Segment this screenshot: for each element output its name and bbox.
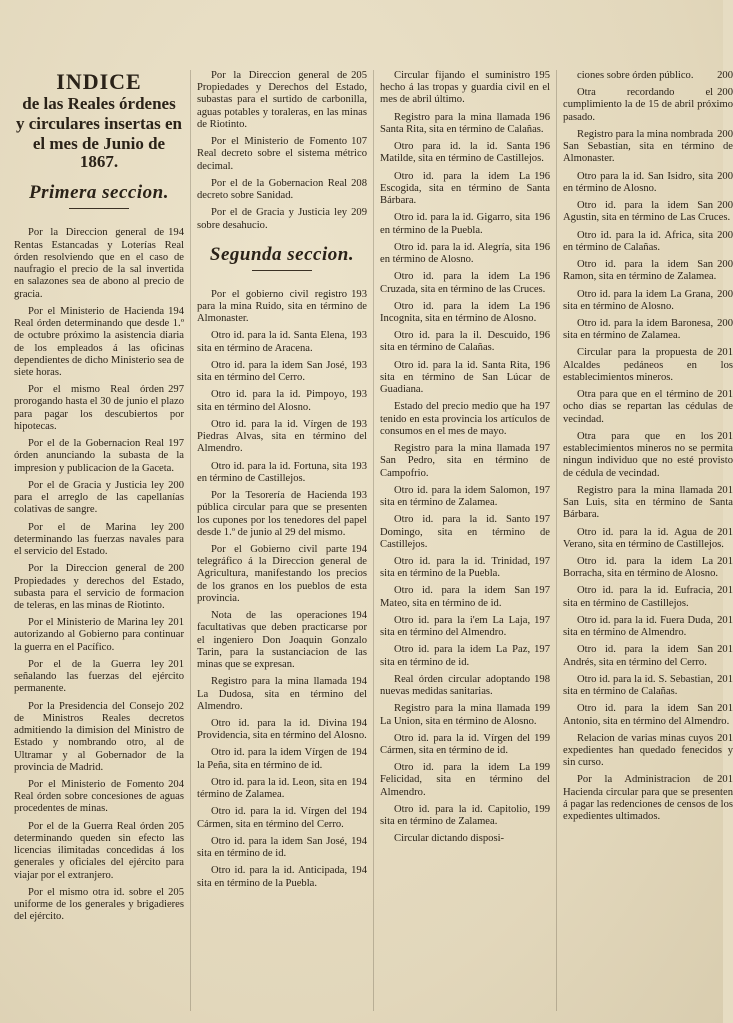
index-entry	[197, 610, 367, 671]
entry-text: Otro id. para la id. Pimpoyo, sita en término del Alosno.	[197, 389, 348, 413]
index-entry	[197, 389, 367, 413]
index-entry	[197, 360, 367, 384]
column-4	[556, 70, 733, 1011]
index-entry	[380, 703, 550, 727]
entry-text: Por la Direccion general de Rentas Estancadas y Loterías Real órden resolviendo que en el caso de naufragio el precio de la sal invertida en salazones sea de abono al precio de gracia.	[14, 227, 184, 300]
index-entry	[563, 431, 733, 480]
entry-text: Por la Tesorería de Hacienda pública circular para que se presenten los cupones por los tenedores del papel desde 1.º de junio al 29 del mismo.	[197, 490, 367, 538]
entry-text: Otro id. para la id. Eufracia, sita en término de Castillejos.	[563, 585, 714, 609]
page-number: 205	[168, 820, 184, 832]
page-number: 197	[534, 614, 550, 626]
page-number: 201	[717, 614, 733, 626]
page-number: 209	[351, 207, 367, 219]
index-subtitle-2: y circulares insertas en	[15, 113, 183, 133]
page-number: 200	[717, 259, 733, 271]
entry-text: Otro id. para la idem La Borracha, sita en término de Alosno.	[563, 555, 719, 580]
entry-text: Otro id. para la i'em La Laja, sita en término del Almendro.	[380, 614, 531, 639]
index-entry	[380, 585, 550, 609]
index-entry	[197, 461, 367, 485]
index-entry	[563, 774, 733, 823]
entry-text: Otro id. para la id. Santa Elena, sita en término de Aracena.	[197, 330, 348, 354]
page-number: 198	[534, 673, 550, 685]
page-number: 201	[717, 484, 733, 496]
index-entry	[14, 563, 184, 612]
page-number: 201	[717, 644, 733, 656]
page-number: 197	[534, 555, 550, 567]
page-number: 200	[717, 317, 733, 329]
index-entry	[197, 136, 367, 173]
index-entry	[380, 330, 550, 354]
index-entry	[197, 207, 367, 231]
page-number: 201	[717, 774, 733, 786]
page-number: 197	[534, 585, 550, 597]
index-entry	[380, 733, 550, 757]
entry-text: Por el Ministerio de Hacienda Real órden determinando que desde 1.º de octubre próximo la asistencia diaria de los empleados á las oficinas dependientes de dicho Ministerio sea de siete horas.	[14, 305, 184, 378]
index-entry	[563, 485, 733, 522]
entry-text: Otro id. para la idem La Incognita, sita en término de Alosno.	[380, 300, 537, 324]
index-subtitle-3: el mes de Junio de 1867.	[32, 133, 166, 171]
entry-text: Otro id. para la idem La Felicidad, sita en término del Almendro.	[380, 762, 550, 798]
entry-text: Por el Ministerio de Fomento Real órden sobre concesiones de aguas procedentes de minas.	[14, 779, 184, 815]
page-number: 199	[534, 732, 550, 744]
entry-text: Otro id. para la id. Anticipada, sita en término de la Puebla.	[197, 865, 348, 889]
entry-list-col4	[563, 70, 733, 823]
page-number: 202	[168, 700, 184, 712]
index-entry	[197, 836, 367, 860]
page-number: 196	[534, 300, 550, 312]
index-entry	[380, 141, 550, 165]
index-entry	[380, 833, 550, 845]
page-number: 201	[717, 703, 733, 715]
entry-text: Otro id. para la id. Vírgen del Cármen, sita en término del Cerro.	[197, 806, 348, 830]
entry-text: Otro id. para la idem La Cruzada, sita en término de las Cruces.	[380, 271, 546, 295]
entry-text: Otra para que en el término de ocho dias se repartan las cédulas de vecindad.	[563, 389, 733, 425]
page-number: 197	[534, 484, 550, 496]
page-number: 200	[717, 288, 733, 300]
page-number: 196	[534, 212, 550, 224]
index-entry	[197, 419, 367, 456]
entry-text: Circular dictando disposi-	[394, 833, 505, 845]
index-entry	[380, 212, 550, 236]
entry-text: Por el de Gracia y Justicia ley sobre desahucio.	[197, 207, 348, 231]
entry-text: Por el mismo Real órden prorogando hasta el 30 de junio el plazo para pagar los descubiertos por hipotecas.	[14, 384, 184, 432]
entry-text: Otro id. para la idem La Grana, sita en término de Alosno.	[563, 288, 714, 312]
entry-text: Otro id. para la id. Vírgen del Cármen, sita en término de id.	[380, 732, 531, 757]
index-entry	[380, 615, 550, 639]
page-number: 194	[168, 305, 184, 317]
index-entry	[197, 289, 367, 326]
page-number: 194	[351, 865, 367, 877]
index-entry	[563, 585, 733, 609]
index-entry	[563, 129, 733, 166]
index-entry	[563, 527, 733, 551]
entry-text: Otro id. para la id. Santo Domingo, sita en término de Castillejos.	[380, 514, 550, 550]
page-number: 204	[168, 779, 184, 791]
entry-text: Otro id. para la id. Fortuna, sita en término de Castillejos.	[197, 460, 348, 484]
index-entry	[14, 821, 184, 882]
page-number: 200	[717, 87, 733, 99]
entry-text: Por el gobierno civil registro para la mina Ruido, sita en término de Almonaster.	[197, 288, 367, 325]
page-number: 297	[168, 384, 184, 396]
index-entry	[563, 318, 733, 342]
index-entry	[14, 887, 184, 924]
index-title: INDICE	[56, 69, 142, 94]
page-number: 194	[351, 543, 367, 555]
entry-text: Por el de la Guerra ley señalando las fuerzas del ejército permanente.	[14, 658, 184, 695]
entry-text: Registro para la mina llamada San Luis, sita en término de Santa Bárbara.	[563, 484, 733, 521]
page-number: 196	[534, 111, 550, 123]
page-number: 201	[717, 585, 733, 597]
page-number: 193	[351, 418, 367, 430]
entry-text: Otro id. para la idem San José, sita en término del Cerro.	[197, 359, 348, 384]
index-entry	[380, 443, 550, 480]
page-number: 193	[351, 288, 367, 300]
index-entry	[380, 804, 550, 828]
page-number: 194	[351, 676, 367, 688]
page-number: 201	[717, 347, 733, 359]
index-entry	[563, 644, 733, 668]
entry-text: Otro para id. la id. Santa Matilde, sita en término de Castillejos.	[380, 141, 544, 165]
entry-text: Otro id. para la idem San Agustin, sita en término de Las Cruces.	[563, 200, 731, 224]
entry-text: Registro para la mina llamada La Union, sita en término de Alosno.	[380, 703, 537, 727]
index-entry	[14, 701, 184, 774]
entry-text: Otro id. para la id. Capitolio, sita en término de Zalamea.	[380, 803, 531, 828]
index-entry	[380, 242, 550, 266]
entry-text: Por el de Gracia y Justicia ley para el arreglo de las capellanías colativas de sangre.	[14, 479, 184, 516]
entry-text: Otro id. para la id. Gigarro, sita en término de la Puebla.	[380, 212, 531, 236]
section-heading-primera: Primera seccion.	[29, 182, 169, 204]
section-rule	[252, 270, 312, 271]
page-number: 195	[534, 70, 550, 81]
entry-text: Por el mismo otra id. sobre el uniforme de los generales y brigadieres del ejército.	[14, 886, 184, 923]
entry-text: Registro para la mina llamada Santa Rita, sita en término de Calañas.	[380, 111, 544, 135]
page-number: 196	[534, 330, 550, 342]
index-entry	[563, 289, 733, 313]
entry-text: Otro id. para la idem Salomon, sita en término de Zalamea.	[380, 484, 531, 509]
column-1	[14, 70, 184, 1011]
entry-text: Registro para la mina nombrada San Sebastian, sita en término de Almonaster.	[563, 128, 733, 165]
index-subtitle-1: de las Reales órdenes	[22, 94, 176, 114]
entry-text: Estado del precio medio que ha tenido en esta provincia los artículos de consumos en el mes de mayo.	[380, 401, 550, 437]
index-entry	[197, 544, 367, 605]
index-entry	[380, 762, 550, 799]
index-entry	[563, 733, 733, 770]
page-number: 193	[351, 389, 367, 401]
page-number: 200	[717, 70, 733, 81]
page-number: 197	[534, 443, 550, 455]
entry-text: Otro id. para la idem La Paz, sita en término de id.	[380, 644, 531, 668]
entry-text: Otra recordando el cumplimiento la de 15 de abril próximo pasado.	[563, 87, 733, 123]
entry-text: Otro id. para la idem San Antonio, sita en término del Almendro.	[563, 703, 730, 727]
page-number: 201	[168, 658, 184, 670]
entry-text: Otro id. para la idem San José, sita en término de id.	[197, 835, 348, 860]
index-entry	[380, 556, 550, 580]
index-entry	[14, 306, 184, 379]
entry-list-col3	[380, 70, 550, 846]
page-number: 201	[717, 673, 733, 685]
index-entry	[380, 485, 550, 509]
entry-text: Otro id. para la id. S. Sebastian, sita en término de Calañas.	[563, 673, 714, 698]
page-number: 194	[351, 747, 367, 759]
column-2	[190, 70, 367, 1011]
page-number: 201	[717, 732, 733, 744]
entry-text: ciones sobre órden público.	[577, 70, 694, 81]
entry-text: Otro id. para la idem San Ramon, sita en término de Zalamea.	[563, 259, 717, 283]
entry-text: Otro id. para la idem Baronesa, sita en término de Zalamea.	[563, 317, 714, 342]
page-number: 196	[534, 271, 550, 283]
index-entry	[197, 178, 367, 202]
entry-text: Relacion de varias minas cuyos expedientes han quedado fenecidos y sin curso.	[563, 732, 733, 769]
index-entry	[380, 674, 550, 698]
index-entry	[380, 171, 550, 208]
entry-text: Registro para la mina llamada La Dudosa, sita en término del Almendro.	[197, 676, 367, 712]
page-number: 196	[534, 359, 550, 371]
entry-text: Otro id. para la il. Descuido, sita en término de Calañas.	[380, 330, 531, 354]
page-number: 196	[534, 241, 550, 253]
index-entry	[380, 401, 550, 438]
index-entry	[197, 777, 367, 801]
index-entry	[563, 389, 733, 426]
index-entry	[197, 70, 367, 131]
page-number: 200	[717, 200, 733, 212]
index-entry	[14, 480, 184, 517]
entry-text: Por la Presidencia del Consejo de Ministros Reales decretos admitiendo la dimision del Ministro de Estado y nombrando otro, al de Ultramar y al Gobernador de la provincia de Madrid.	[14, 700, 184, 773]
entry-text: Otro id. para la id. Santa Rita, sita en término de San Lúcar de Guadiana.	[380, 359, 550, 396]
section-heading-segunda: Segunda seccion.	[209, 243, 355, 265]
index-entry	[197, 865, 367, 889]
page-number: 193	[351, 359, 367, 371]
page-number: 205	[168, 886, 184, 898]
entry-text: Registro para la mina llamada San Pedro, sita en término de Campofrio.	[380, 443, 550, 479]
index-entry	[14, 522, 184, 559]
entry-text: Por la Direccion general de Propiedades y derechos del Estado, subasta para el servicio de formacion de teleras, en las minas de Riotinto.	[14, 563, 184, 611]
index-entry	[563, 200, 733, 224]
entry-text: Otro id. para la idem Vírgen de la Peña, sita en término de id.	[197, 747, 348, 771]
entry-text: Por el Ministerio de Fomento Real decreto sobre el sistema métrico decimal.	[197, 136, 367, 172]
page-number: 205	[351, 70, 367, 81]
page-number: 193	[351, 330, 367, 342]
page-number: 107	[351, 136, 367, 148]
index-entry	[197, 718, 367, 742]
entry-text: Otro id. para la id. Vírgen de Piedras Alvas, sita en término del Almendro.	[197, 418, 367, 455]
page-number: 196	[534, 141, 550, 153]
entry-text: Por el de Marina ley determinando las fuerzas navales para el servicio del Estado.	[14, 521, 184, 558]
index-entry	[380, 70, 550, 107]
entry-text: Otro id. para la id. Africa, sita en término de Calañas.	[563, 229, 714, 253]
page-number: 201	[168, 617, 184, 629]
index-entry	[563, 87, 733, 124]
entry-text: Por la Administracion de Hacienda circular para que se presenten á pagar las redenciones de censos de los expedientes ultimados.	[563, 774, 733, 823]
page-number: 193	[351, 460, 367, 472]
page-number: 200	[168, 479, 184, 491]
entry-text: Otro id. para la id. Trinidad, sita en término de la Puebla.	[380, 555, 531, 580]
entry-text: Otro id. para la id. Alegría, sita en término de Alosno.	[380, 241, 531, 266]
entry-text: Por el de la Gobernacion Real órden anunciando la subasta de la impresion y publicacion de la Gaceta.	[14, 438, 184, 474]
entry-text: Otro id. para la id. Divina Providencia, sita en término del Alosno.	[197, 718, 367, 742]
entry-text: Por el de la Gobernacion Real decreto sobre Sanidad.	[197, 177, 348, 202]
page-number: 200	[717, 170, 733, 182]
index-entry	[14, 438, 184, 475]
page-number: 200	[168, 521, 184, 533]
page-number: 193	[351, 490, 367, 502]
index-entry	[14, 779, 184, 816]
index-entry	[14, 659, 184, 696]
entry-text: Otro id. para la id. Leon, sita en término de Zalamea.	[197, 776, 348, 801]
index-entry	[563, 70, 733, 82]
index-entry	[563, 674, 733, 698]
entry-text: Otro id. para la idem La Escogida, sita en término de Santa Bárbara.	[380, 170, 550, 207]
entry-text: Circular para la propuesta de Alcaldes pedáneos en los establecimientos mineros.	[563, 347, 733, 383]
entry-text: Otro id. para la idem San Andrés, sita en término del Cerro.	[563, 644, 714, 668]
page-number: 201	[717, 526, 733, 538]
index-entry	[197, 330, 367, 354]
page-number: 194	[351, 835, 367, 847]
page-number: 194	[351, 806, 367, 818]
index-entry	[563, 230, 733, 254]
page-number: 194	[351, 776, 367, 788]
index-entry	[14, 227, 184, 300]
index-entry	[14, 617, 184, 654]
entry-text: Circular fijando el suministro hecho á las tropas y guardia civil en el mes de abril último.	[380, 70, 550, 106]
page-number: 201	[717, 430, 733, 442]
index-entry	[563, 615, 733, 639]
entry-text: Otro id. para la id. Agua de Verano, sita en término de Castillejos.	[563, 526, 724, 550]
entry-text: Por el Ministerio de Marina ley autorizando al Gobierno para continuar la guerra en el Pacífico.	[14, 617, 184, 653]
entry-text: Otro para la id. San Isidro, sita en término de Alosno.	[563, 170, 714, 194]
index-entry	[197, 490, 367, 539]
index-entry	[380, 112, 550, 136]
page-number: 197	[534, 644, 550, 656]
index-entry	[380, 514, 550, 551]
index-entry	[380, 271, 550, 295]
index-entry	[197, 747, 367, 771]
index-entry	[380, 301, 550, 325]
page-number: 194	[168, 227, 184, 239]
index-entry	[197, 806, 367, 830]
section-rule	[69, 208, 129, 209]
page-number: 200	[168, 563, 184, 575]
index-entry	[380, 360, 550, 397]
entry-text: Otro id. para la id. Fuera Duda, sita en término de Almendro.	[563, 614, 714, 639]
column-3	[373, 70, 550, 1011]
page-number: 197	[534, 401, 550, 413]
entry-text: Por el Gobierno civil parte telegráfico á la Direccion general de Agricultura, manifestando los precios de los granos en los pueblos de esta provincia.	[197, 543, 367, 604]
entry-list-col2-top	[197, 70, 367, 232]
entry-text: Real órden circular adoptando nuevas medidas sanitarias.	[380, 673, 531, 698]
index-entry	[563, 347, 733, 384]
index-entry	[563, 259, 733, 283]
entry-list-col2	[197, 289, 367, 890]
page-number: 199	[534, 803, 550, 815]
index-entry	[14, 384, 184, 433]
index-entry	[563, 171, 733, 195]
page-number: 196	[534, 170, 550, 182]
page-number: 199	[534, 703, 550, 715]
page-number: 199	[534, 762, 550, 774]
page-number: 194	[351, 718, 367, 730]
index-entry	[563, 556, 733, 580]
index-entry	[197, 676, 367, 713]
entry-text: Por el de la Guerra Real órden determinando queden sin efecto las licencias ilimitadas concedidas á los generales y oficiales del ejército para viajar por el extranjero.	[14, 820, 184, 881]
entry-list-col1	[14, 227, 184, 923]
page-number: 197	[168, 438, 184, 450]
page-number: 200	[717, 128, 733, 140]
page-number: 197	[534, 514, 550, 526]
page-number: 194	[351, 610, 367, 622]
entry-text: Otra para que en los establecimientos mineros no se permita ningun individuo que no esté provisto de cédula de vecindad.	[563, 430, 733, 479]
entry-text: Nota de las operaciones facultativas que deben practicarse por el ingeniero Don Joaquin Gonzalo Tarin, para la sustanciacion de las minas que se expresan.	[197, 610, 367, 671]
entry-text: Por la Direccion general de Propiedades y Derechos del Estado, subastas para el surtido de carbonilla, aguas potables y toraleras, en las minas de Riotinto.	[197, 70, 367, 130]
page-number: 201	[717, 555, 733, 567]
page-number: 208	[351, 177, 367, 189]
page-number: 201	[717, 389, 733, 401]
entry-text: Otro id. para la idem San Mateo, sita en término de id.	[380, 585, 531, 609]
index-entry	[563, 703, 733, 727]
page-number: 200	[717, 229, 733, 241]
index-entry	[380, 644, 550, 668]
